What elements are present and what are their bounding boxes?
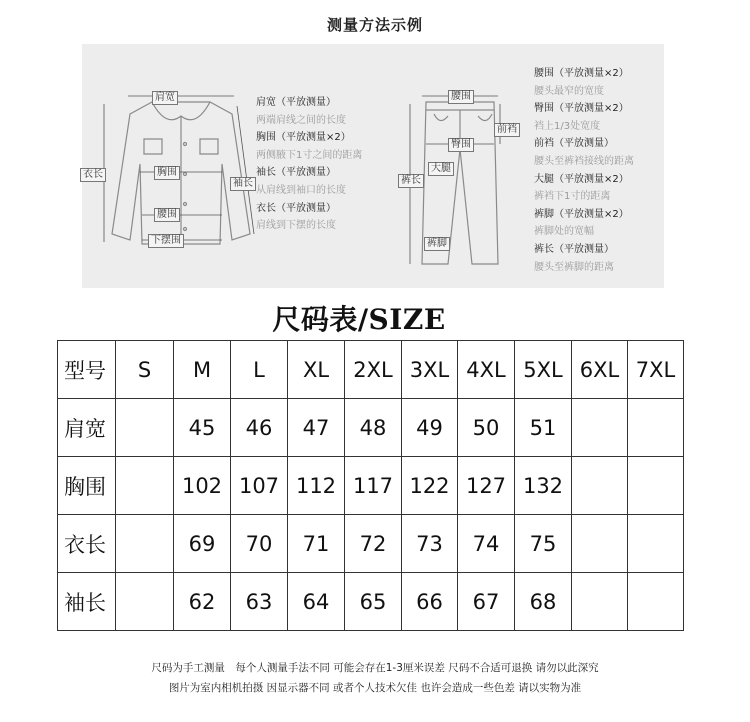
table-cell: 47 <box>288 399 345 457</box>
header-cell-size: 5XL <box>515 341 572 399</box>
tag-chest: 胸围 <box>154 166 180 180</box>
table-cell: 63 <box>231 573 288 631</box>
table-cell <box>572 399 628 457</box>
table-cell: 102 <box>174 457 231 515</box>
size-chart-heading: 尺码表/SIZE <box>272 303 446 336</box>
table-cell <box>116 515 174 573</box>
tag-pants-rise: 前裆 <box>494 123 520 137</box>
tag-shoulder: 肩宽 <box>152 91 178 105</box>
table-cell: 51 <box>515 399 572 457</box>
table-header-row <box>58 341 684 399</box>
tag-hem: 下摆围 <box>148 234 184 248</box>
row-label: 胸围 <box>58 457 116 515</box>
pants-note-4-name: 裤脚（平放测量×2） <box>534 208 629 220</box>
pants-note-2-desc: 腰头至裤裆接线的距离 <box>534 155 634 167</box>
size-table <box>57 340 684 631</box>
table-row-shoulder <box>58 399 684 457</box>
header-cell-size: XL <box>288 341 345 399</box>
pants-note-4-desc: 裤脚处的宽幅 <box>534 226 594 238</box>
table-cell <box>572 573 628 631</box>
shirt-sketch-icon <box>112 102 250 244</box>
pants-note-3-name: 大腿（平放测量×2） <box>534 173 629 185</box>
shirt-notes <box>256 94 362 235</box>
row-label: 衣长 <box>58 515 116 573</box>
pants-note-5-desc: 腰头至裤脚的距离 <box>534 261 614 273</box>
table-row-length <box>58 515 684 573</box>
table-cell: 75 <box>515 515 572 573</box>
table-cell: 73 <box>402 515 458 573</box>
header-cell-size: M <box>174 341 231 399</box>
table-cell: 112 <box>288 457 345 515</box>
tag-pants-leg-opening: 裤脚 <box>424 237 450 251</box>
header-cell-size: 2XL <box>345 341 402 399</box>
table-cell: 66 <box>402 573 458 631</box>
row-label: 肩宽 <box>58 399 116 457</box>
header-cell-size: 6XL <box>572 341 628 399</box>
shirt-note-3-name: 衣长（平放测量） <box>256 202 336 214</box>
tag-pants-hip: 臀围 <box>448 138 474 152</box>
pants-note-1-name: 臀围（平放测量×2） <box>534 103 629 115</box>
pants-note-5-name: 裤长（平放测量） <box>534 243 614 255</box>
table-cell: 122 <box>402 457 458 515</box>
shirt-note-1-desc: 两侧腋下1寸之间的距离 <box>256 149 363 161</box>
page-title: 测量方法示例 <box>326 16 423 34</box>
measurement-diagram <box>82 44 664 288</box>
shirt-note-2-desc: 从肩线到袖口的长度 <box>256 184 346 196</box>
table-cell: 107 <box>231 457 288 515</box>
header-cell-size: L <box>231 341 288 399</box>
table-cell: 71 <box>288 515 345 573</box>
header-cell-model: 型号 <box>58 341 116 399</box>
header-cell-size: 4XL <box>458 341 515 399</box>
header-cell-size: S <box>116 341 174 399</box>
table-cell <box>628 457 684 515</box>
table-cell <box>628 573 684 631</box>
table-cell: 64 <box>288 573 345 631</box>
table-cell: 49 <box>402 399 458 457</box>
table-cell <box>572 457 628 515</box>
tag-waist: 腰围 <box>154 208 180 222</box>
tag-pants-thigh: 大腿 <box>428 162 454 176</box>
table-row-sleeve <box>58 573 684 631</box>
table-cell: 74 <box>458 515 515 573</box>
footer-note-line-1: 尺码为手工测量 每个人测量手法不同 可能会存在1-3厘米误差 尺码不合适可退换 请勿以此深究 <box>151 662 599 674</box>
table-cell <box>116 399 174 457</box>
footer-note-line-2: 图片为室内相机拍摄 因显示器不同 或者个人技术欠佳 也许会造成一些色差 请以实物为准 <box>168 682 582 694</box>
table-cell: 46 <box>231 399 288 457</box>
table-cell <box>572 515 628 573</box>
shirt-note-0-name: 肩宽（平放测量） <box>256 97 336 108</box>
tag-sleeve: 袖长 <box>230 177 256 191</box>
table-row-chest <box>58 457 684 515</box>
pants-note-0-name: 腰围（平放测量×2） <box>534 68 629 79</box>
table-cell: 62 <box>174 573 231 631</box>
table-cell: 117 <box>345 457 402 515</box>
table-cell: 67 <box>458 573 515 631</box>
tag-pants-length: 裤长 <box>398 174 424 188</box>
pants-notes <box>534 65 634 276</box>
table-cell: 48 <box>345 399 402 457</box>
pants-note-3-desc: 裤裆下1寸的距离 <box>534 191 611 203</box>
shirt-note-3-desc: 肩线到下摆的长度 <box>256 220 336 232</box>
table-cell: 45 <box>174 399 231 457</box>
table-cell: 65 <box>345 573 402 631</box>
table-cell: 132 <box>515 457 572 515</box>
table-cell: 69 <box>174 515 231 573</box>
pants-note-0-desc: 腰头最窄的宽度 <box>534 85 604 97</box>
table-cell: 50 <box>458 399 515 457</box>
header-cell-size: 7XL <box>628 341 684 399</box>
table-cell <box>628 515 684 573</box>
table-cell: 127 <box>458 457 515 515</box>
table-cell <box>116 457 174 515</box>
table-cell: 70 <box>231 515 288 573</box>
shirt-note-2-name: 袖长（平放测量） <box>256 167 336 179</box>
pants-note-2-name: 前裆（平放测量） <box>534 138 614 150</box>
table-cell: 72 <box>345 515 402 573</box>
table-cell <box>628 399 684 457</box>
table-cell: 68 <box>515 573 572 631</box>
shirt-note-1-name: 胸围（平放测量×2） <box>256 132 351 144</box>
shirt-note-0-desc: 两端肩线之间的长度 <box>256 114 346 126</box>
table-cell <box>116 573 174 631</box>
tag-body-length: 衣长 <box>80 168 106 182</box>
row-label: 袖长 <box>58 573 116 631</box>
header-cell-size: 3XL <box>402 341 458 399</box>
pants-note-1-desc: 裆上1/3处宽度 <box>534 120 601 132</box>
tag-pants-waist: 腰围 <box>448 90 474 104</box>
